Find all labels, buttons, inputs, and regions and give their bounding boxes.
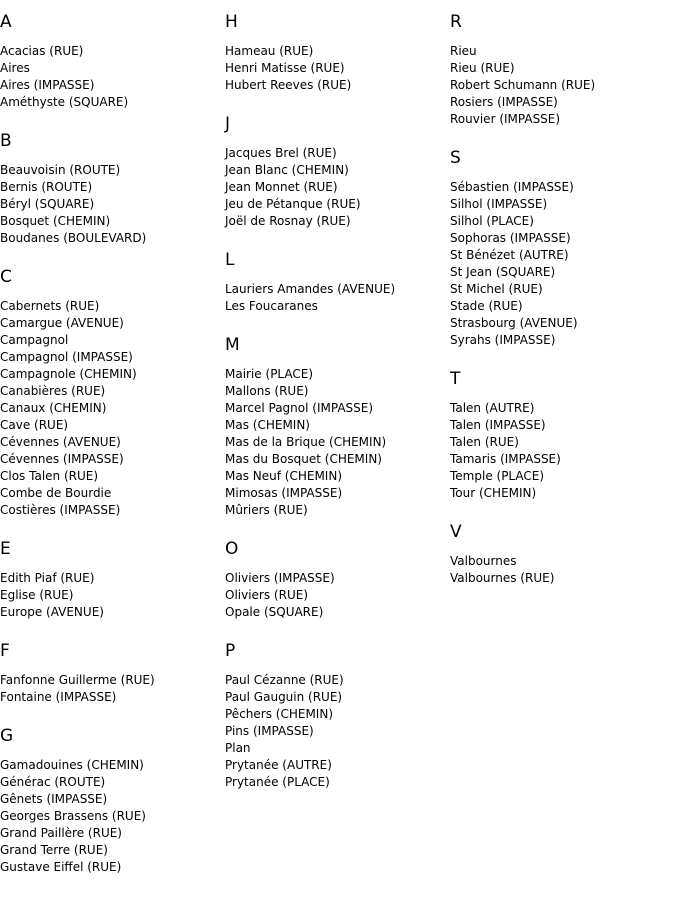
street-item: Mimosas (IMPASSE) (225, 486, 343, 500)
street-item: St Jean (SQUARE) (450, 265, 556, 279)
street-item: Stade (RUE) (450, 299, 523, 313)
street-item: Mas Neuf (CHEMIN) (225, 469, 342, 483)
letter-heading: E (0, 539, 11, 559)
letter-section (0, 641, 220, 706)
street-item: Les Foucaranes (225, 299, 318, 313)
street-item: Gênets (IMPASSE) (0, 792, 108, 806)
street-item: Edith Piaf (RUE) (0, 571, 95, 585)
street-list (225, 672, 445, 791)
street-index-column-2 (225, 12, 445, 791)
street-item: Lauriers Amandes (AVENUE) (225, 282, 396, 296)
street-item: Jean Blanc (CHEMIN) (225, 163, 349, 177)
street-item: Améthyste (SQUARE) (0, 95, 129, 109)
street-item: Canabières (RUE) (0, 384, 106, 398)
street-list (0, 672, 220, 706)
street-item: Hubert Reeves (RUE) (225, 78, 352, 92)
street-item: Valbournes (450, 554, 517, 568)
letter-heading: S (450, 148, 461, 168)
street-item: Grand Terre (RUE) (0, 843, 108, 857)
street-item: Canaux (CHEMIN) (0, 401, 107, 415)
street-item: Costières (IMPASSE) (0, 503, 121, 517)
section-spacer (225, 315, 445, 335)
street-item: Sébastien (IMPASSE) (450, 180, 574, 194)
street-item: Combe de Bourdie (0, 486, 112, 500)
letter-section (225, 12, 445, 94)
letter-heading: M (225, 335, 240, 355)
letter-heading: B (0, 131, 12, 151)
street-item: Georges Brassens (RUE) (0, 809, 146, 823)
section-spacer (0, 247, 220, 267)
street-item: Générac (ROUTE) (0, 775, 106, 789)
letter-section (0, 267, 220, 519)
street-item: Henri Matisse (RUE) (225, 61, 345, 75)
street-item: Pins (IMPASSE) (225, 724, 314, 738)
section-spacer (450, 502, 670, 522)
street-item: St Michel (RUE) (450, 282, 543, 296)
letter-heading: P (225, 641, 236, 661)
street-item: Prytanée (AUTRE) (225, 758, 332, 772)
street-list (0, 162, 220, 247)
street-index-column-3 (450, 12, 670, 587)
street-item: Jeu de Pétanque (RUE) (225, 197, 361, 211)
section-spacer (225, 230, 445, 250)
letter-section (225, 641, 445, 791)
street-item: Europe (AVENUE) (0, 605, 104, 619)
letter-heading: L (225, 250, 235, 270)
street-item: Cabernets (RUE) (0, 299, 100, 313)
letter-section (225, 539, 445, 621)
street-item: Rieu (RUE) (450, 61, 515, 75)
street-item: Talen (IMPASSE) (450, 418, 546, 432)
street-item: Grand Paillère (RUE) (0, 826, 122, 840)
street-list (0, 43, 220, 111)
street-item: Cave (RUE) (0, 418, 69, 432)
street-item: Cévennes (AVENUE) (0, 435, 121, 449)
street-item: Boudanes (BOULEVARD) (0, 231, 147, 245)
letter-section (225, 335, 445, 519)
letter-section (450, 522, 670, 587)
street-item: Gamadouines (CHEMIN) (0, 758, 144, 772)
street-item: Prytanée (PLACE) (225, 775, 330, 789)
section-spacer (450, 349, 670, 369)
street-item: Eglise (RUE) (0, 588, 74, 602)
street-item: Campagnole (CHEMIN) (0, 367, 137, 381)
street-item: Talen (AUTRE) (450, 401, 535, 415)
street-item: Fontaine (IMPASSE) (0, 690, 117, 704)
street-item: Silhol (IMPASSE) (450, 197, 548, 211)
street-item: Sophoras (IMPASSE) (450, 231, 571, 245)
letter-section (225, 250, 445, 315)
street-item: Temple (PLACE) (450, 469, 545, 483)
street-item: Gustave Eiffel (RUE) (0, 860, 122, 874)
street-item: Mairie (PLACE) (225, 367, 314, 381)
letter-heading: T (450, 369, 461, 389)
street-item: Acacias (RUE) (0, 44, 84, 58)
letter-heading: H (225, 12, 238, 32)
letter-heading: R (450, 12, 462, 32)
street-list (450, 179, 670, 349)
street-item: Opale (SQUARE) (225, 605, 324, 619)
street-item: Clos Talen (RUE) (0, 469, 99, 483)
street-item: Talen (RUE) (450, 435, 519, 449)
section-spacer (225, 94, 445, 114)
street-item: Beauvoisin (ROUTE) (0, 163, 121, 177)
street-item: Plan (225, 741, 251, 755)
street-item: Cévennes (IMPASSE) (0, 452, 124, 466)
letter-section (0, 131, 220, 247)
street-list (0, 570, 220, 621)
street-item: Jean Monnet (RUE) (225, 180, 338, 194)
street-item: Béryl (SQUARE) (0, 197, 95, 211)
letter-heading: O (225, 539, 239, 559)
street-item: Mas (CHEMIN) (225, 418, 310, 432)
section-spacer (0, 706, 220, 726)
street-list (0, 757, 220, 876)
street-item: Pêchers (CHEMIN) (225, 707, 333, 721)
street-item: Camargue (AVENUE) (0, 316, 124, 330)
letter-section (450, 369, 670, 502)
street-item: Oliviers (RUE) (225, 588, 308, 602)
letter-heading: V (450, 522, 462, 542)
street-item: Strasbourg (AVENUE) (450, 316, 578, 330)
street-item: Campagnol (IMPASSE) (0, 350, 133, 364)
letter-section (0, 12, 220, 111)
street-item: Marcel Pagnol (IMPASSE) (225, 401, 374, 415)
section-spacer (0, 519, 220, 539)
street-list (450, 400, 670, 502)
section-spacer (450, 128, 670, 148)
street-item: Jacques Brel (RUE) (225, 146, 337, 160)
street-index-column-1 (0, 12, 220, 876)
street-item: Valbournes (RUE) (450, 571, 555, 585)
letter-section (0, 726, 220, 876)
section-spacer (225, 519, 445, 539)
street-item: Silhol (PLACE) (450, 214, 534, 228)
street-list (225, 43, 445, 94)
section-spacer (225, 621, 445, 641)
letter-heading: J (225, 114, 231, 134)
street-list (450, 553, 670, 587)
street-item: Mas de la Brique (CHEMIN) (225, 435, 387, 449)
street-item: Mas du Bosquet (CHEMIN) (225, 452, 382, 466)
section-spacer (0, 621, 220, 641)
street-item: Campagnol (0, 333, 69, 347)
street-item: Bernis (ROUTE) (0, 180, 93, 194)
street-list (225, 570, 445, 621)
street-item: Aires (IMPASSE) (0, 78, 95, 92)
street-item: Mallons (RUE) (225, 384, 309, 398)
street-item: Hameau (RUE) (225, 44, 314, 58)
street-item: St Bénézet (AUTRE) (450, 248, 569, 262)
street-item: Rieu (450, 44, 477, 58)
street-list (225, 281, 445, 315)
letter-heading: G (0, 726, 14, 746)
letter-section (225, 114, 445, 230)
letter-heading: A (0, 12, 12, 32)
street-list (0, 298, 220, 519)
letter-section (450, 148, 670, 349)
street-item: Oliviers (IMPASSE) (225, 571, 335, 585)
street-item: Joël de Rosnay (RUE) (225, 214, 351, 228)
street-item: Paul Cézanne (RUE) (225, 673, 344, 687)
street-item: Bosquet (CHEMIN) (0, 214, 111, 228)
street-item: Aires (0, 61, 30, 75)
street-list (225, 145, 445, 230)
section-spacer (0, 111, 220, 131)
street-list (225, 366, 445, 519)
street-list (450, 43, 670, 128)
street-item: Robert Schumann (RUE) (450, 78, 596, 92)
letter-section (450, 12, 670, 128)
letter-heading: C (0, 267, 12, 287)
street-item: Syrahs (IMPASSE) (450, 333, 556, 347)
street-item: Fanfonne Guillerme (RUE) (0, 673, 155, 687)
street-item: Rosiers (IMPASSE) (450, 95, 558, 109)
letter-section (0, 539, 220, 621)
street-item: Rouvier (IMPASSE) (450, 112, 561, 126)
street-item: Tour (CHEMIN) (450, 486, 537, 500)
letter-heading: F (0, 641, 10, 661)
street-item: Paul Gauguin (RUE) (225, 690, 343, 704)
street-item: Tamaris (IMPASSE) (450, 452, 561, 466)
street-item: Mûriers (RUE) (225, 503, 308, 517)
